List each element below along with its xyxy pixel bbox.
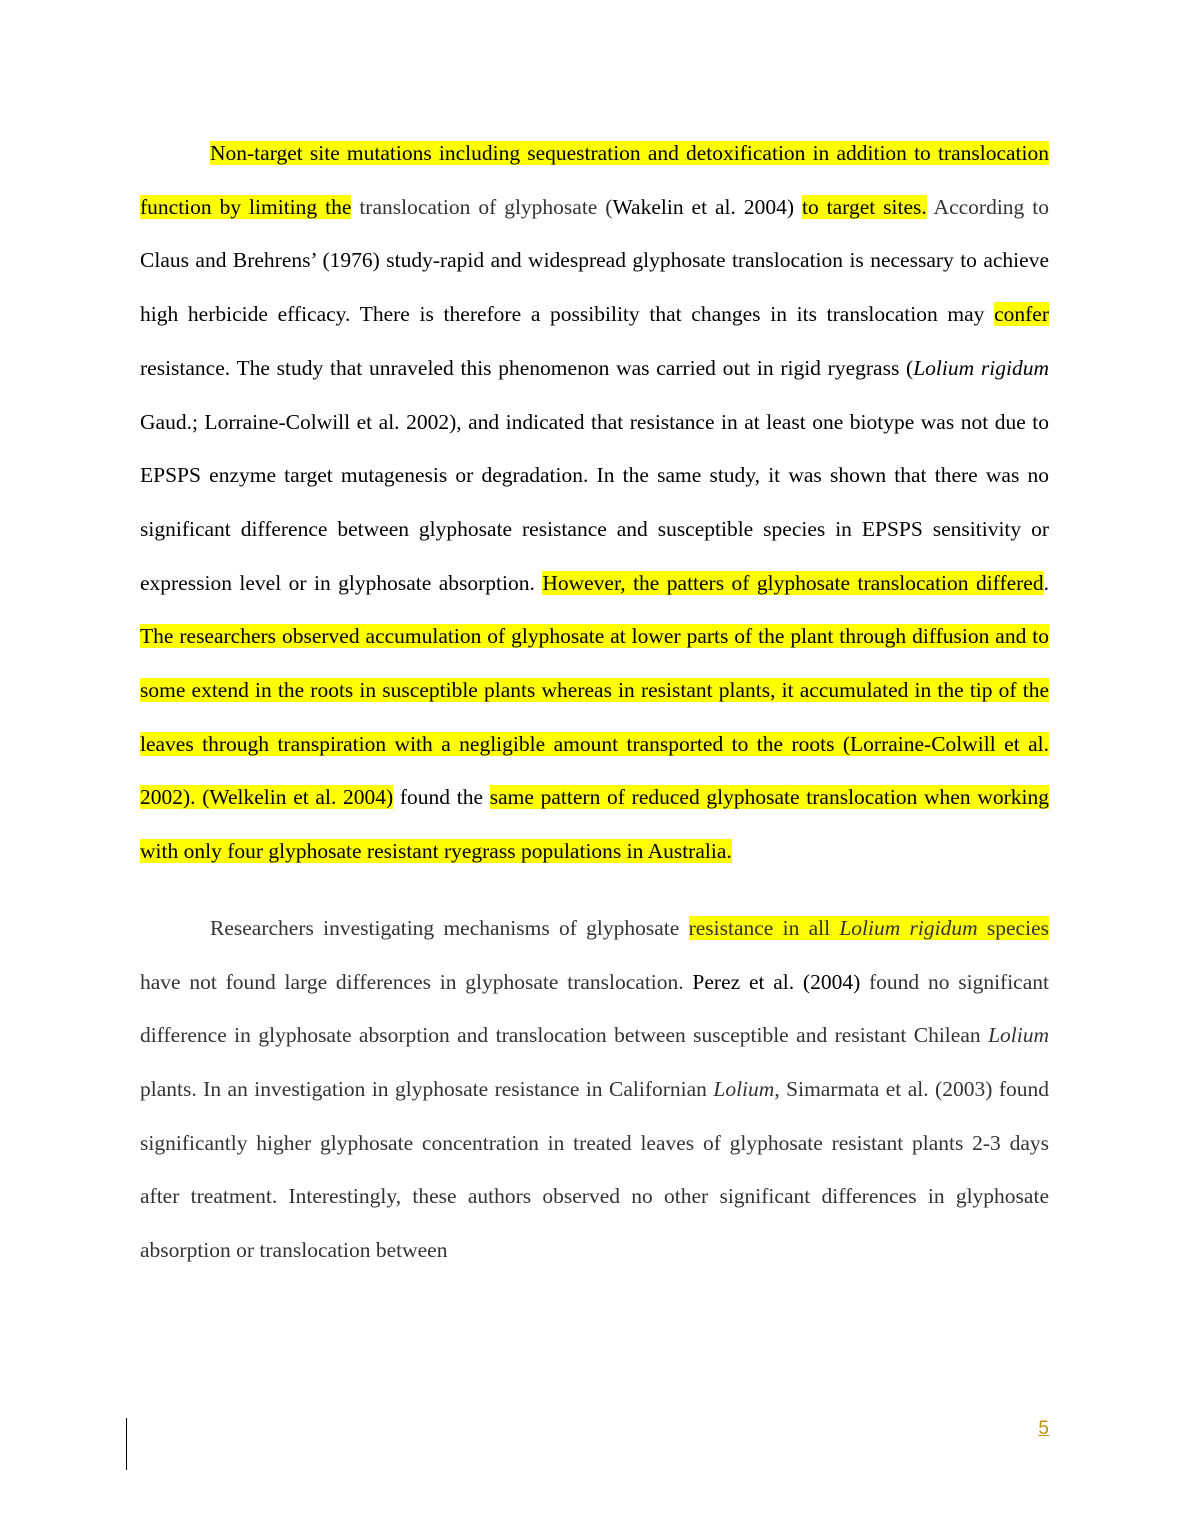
text-run: same pattern of reduced glyphosate translocation when working with only four glyphosate resistant ryegrass populations in Australia. (140, 785, 1049, 864)
text-run: confer (994, 302, 1049, 327)
body-text (140, 127, 1049, 1278)
text-run: resistance in all (688, 915, 840, 940)
text-run: Researchers investigating mechanisms of glyphosate (210, 915, 689, 940)
text-run: Non-target site mutations including sequestration and detoxification in addition to translocation function by limiting the (140, 141, 1049, 219)
text-run: Claus and Brehrens’ (1976) study-rapid and widespread glyphosate translocation is necessary to achieve high herbicide efficacy. There is therefore a possibility that changes in its translocation may (140, 248, 1049, 327)
text-run: Gaud.; Lorraine-Colwill et al. 2002), and indicated that resistance in at least one biotype was not due to EPSPS enzyme target mutagenesis or degradation. In the same study, it was shown that there was no significant difference between glyphosate resistance and susceptible species in EPSPS sensitivity or expression level or in glyphosate absorption. (140, 409, 1049, 595)
text-run (794, 195, 802, 219)
species-name: Lolium rigidum (913, 355, 1049, 380)
species-name: Lolium rigidum (839, 915, 978, 940)
text-run: found the (393, 785, 490, 810)
text-run: plants. In an investigation in glyphosate resistance in Californian (140, 1076, 714, 1101)
text-run: species (977, 915, 1049, 940)
text-run: . (1043, 570, 1049, 595)
text-run: resistance. The study that unraveled this phenomenon was carried out in rigid ryegrass ( (140, 355, 914, 380)
text-run: to target sites. (801, 194, 927, 219)
paragraph-2 (140, 902, 1049, 1278)
text-run: found no significant difference in glyphosate absorption and translocation between susceptible and resistant Chilean (140, 969, 1049, 1048)
text-run: The researchers observed accumulation of glyphosate at lower parts of the plant through diffusion and to some extend in the roots in susceptible plants whereas in resistant plants, it accumulated in the tip of the leaves through transpiration with a negligible amount transported to the roots (Lorraine-Colwill et al. 2002). (Welkelin et al. 2004) (140, 624, 1049, 810)
citation: Perez et al. (2004) (692, 969, 861, 994)
citation: Wakelin et al. 2004) (612, 194, 795, 219)
text-run: However, the patters of glyphosate translocation differed (542, 570, 1044, 595)
text-run: translocation of glyphosate ( (351, 194, 613, 219)
species-name: Lolium (713, 1076, 775, 1101)
text-run: have not found large differences in glyphosate translocation. (140, 969, 693, 994)
text-run: According to (926, 194, 1049, 219)
species-name: Lolium (988, 1023, 1049, 1048)
page-number: 5 (1038, 1418, 1049, 1439)
text-run: , Simarmata et al. (2003) found significantly higher glyphosate concentration in treated leaves of glyphosate resistant plants 2-3 days after treatment. Interestingly, these authors observed no other significant differences in glyphosate absorption or translocation between (140, 1076, 1049, 1263)
paragraph-1 (140, 127, 1049, 879)
footer-divider (126, 1418, 127, 1470)
